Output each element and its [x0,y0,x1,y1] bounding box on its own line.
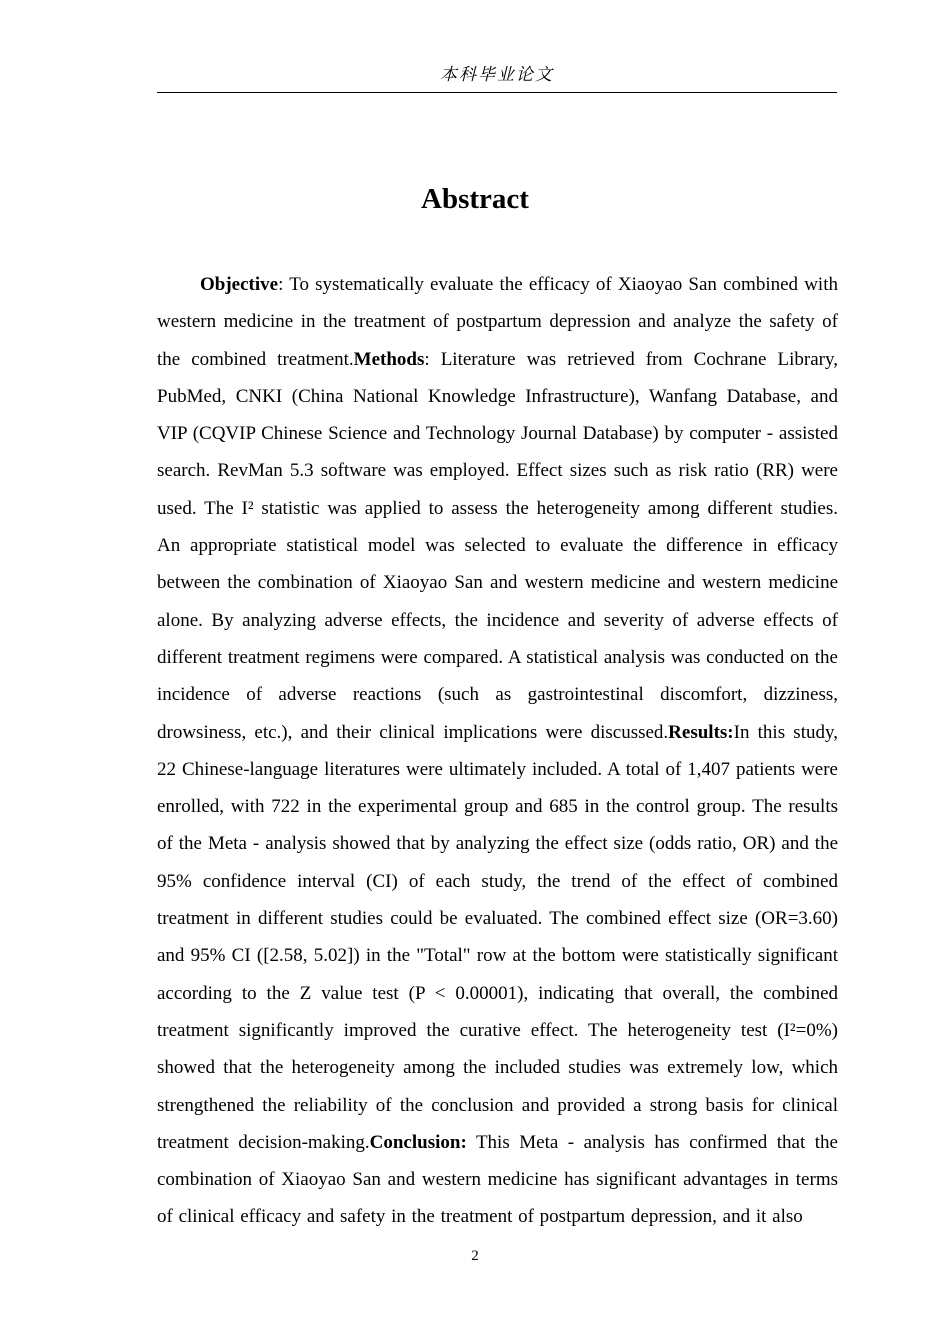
abstract-segment-results-text: In this study, 22 Chinese-language literatures were ultimately included. A total of 1,407 patients were enrolled, with 722 in the experimental group and 685 in the control group. The results of the Meta - analysis showed that by analyzing the effect size (odds ratio, OR) and the 95% confidence interval (CI) of each study, the trend of the effect of combined treatment in different studies could be evaluated. The combined effect size (OR=3.60) and 95% CI ([2.58, 5.02]) in the "Total" row at the bottom were statistically significant according to the Z value test (P < 0.00001), indicating that overall, the combined treatment significantly improved the curative effect. The heterogeneity test (I²=0%) showed that the heterogeneity among the included studies was extremely low, which strengthened the reliability of the conclusion and provided a strong basis for clinical treatment decision-making. [157,721,838,1153]
abstract-paragraph [157,266,838,1238]
page-footer [0,1248,950,1265]
abstract-segment-conclusion-label: Conclusion: [369,1131,467,1153]
abstract-segment-methods-label: Methods [353,348,425,370]
abstract-segment-results-label: Results: [668,721,734,743]
abstract-segment-methods-text: : Literature was retrieved from Cochrane Library, PubMed, CNKI (China National Knowledge Infrastructure), Wanfang Database, and VIP (CQVIP Chinese Science and Technology Journal Database) by computer - assisted search. RevMan 5.3 software was employed. Effect sizes such as risk ratio (RR) were used. The I² statistic was applied to assess the heterogeneity among different studies. An appropriate statistical model was selected to evaluate the difference in efficacy between the combination of Xiaoyao San and western medicine and western medicine alone. By analyzing adverse effects, the incidence and severity of adverse effects of different treatment regimens were compared. A statistical analysis was conducted on the incidence of adverse reactions (such as gastrointestinal discomfort, dizziness, drowsiness, etc.), and their clinical implications were discussed. [157,348,838,743]
header-title: 本科毕业论文 [440,65,554,84]
page-number: 2 [471,1248,479,1264]
abstract-segment-conclusion-text: This Meta - analysis has confirmed that the combination of Xiaoyao San and western medicine has significant advantages in terms of clinical efficacy and safety in the treatment of postpartum depression, and it also [157,1131,838,1228]
page-header [157,60,837,93]
abstract-segment-objective-label: Objective [200,274,279,295]
page-title: Abstract [421,183,529,215]
abstract-segment-objective-text: : To systematically evaluate the efficacy of Xiaoyao San combined with western medicine in the treatment of postpartum depression and analyze the safety of the combined treatment. [157,274,838,370]
